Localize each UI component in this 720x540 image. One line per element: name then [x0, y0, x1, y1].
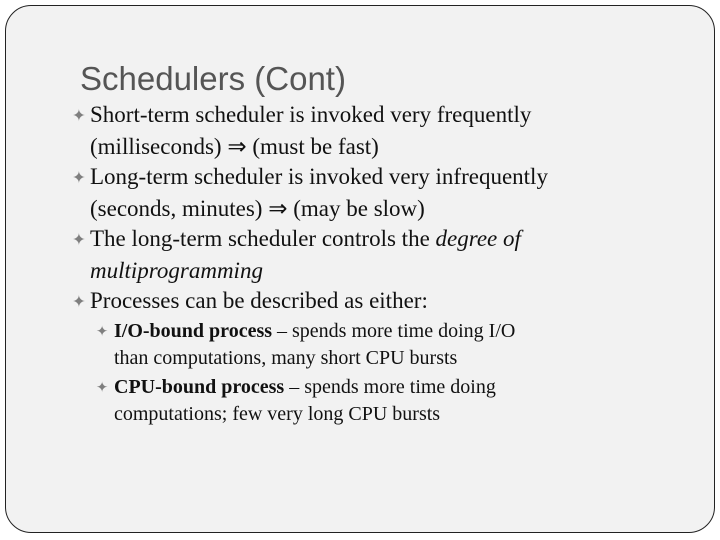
bullet-point-3-prefix: The long-term scheduler controls the: [90, 226, 436, 251]
sub-bullet-1-term: I/O-bound process: [114, 320, 273, 342]
sub-bullet-2: [96, 374, 636, 427]
bullet-icon: ✦: [72, 106, 86, 125]
sub-bullet-2-line2: computations; few very long CPU bursts: [114, 403, 441, 425]
bullet-icon: ✦: [96, 380, 109, 396]
bullet-point-3-line2: multiprogramming: [90, 258, 263, 283]
slide-title: Schedulers (Cont): [80, 60, 346, 97]
bullet-point-4: [72, 285, 632, 317]
bullet-icon: ✦: [72, 230, 86, 249]
bullet-point-3: [72, 223, 632, 286]
sub-bullet-1-line2: than computations, many short CPU bursts: [114, 347, 458, 369]
bullet-point-3-emphasis: degree of: [435, 226, 521, 251]
bullet-point-1-line1: Short-term scheduler is invoked very frequently: [90, 102, 532, 127]
bullet-point-2-line1: Long-term scheduler is invoked very infrequently: [90, 164, 548, 189]
sub-bullet-1: [96, 318, 636, 371]
bullet-point-4-line1: Processes can be described as either:: [90, 288, 428, 313]
bullet-icon: ✦: [96, 324, 109, 340]
bullet-point-1: [72, 99, 632, 162]
bullet-icon: ✦: [72, 168, 86, 187]
bullet-icon: ✦: [72, 292, 86, 311]
sub-bullet-2-term: CPU-bound process: [114, 376, 285, 398]
sub-bullet-2-line1: – spends more time doing: [284, 376, 496, 398]
bullet-point-2-line2: (seconds, minutes) ⇒ (may be slow): [90, 196, 425, 221]
sub-bullet-1-line1: – spends more time doing I/O: [272, 320, 516, 342]
bullet-point-2: [72, 161, 632, 224]
bullet-point-1-line2: (milliseconds) ⇒ (must be fast): [90, 134, 379, 159]
